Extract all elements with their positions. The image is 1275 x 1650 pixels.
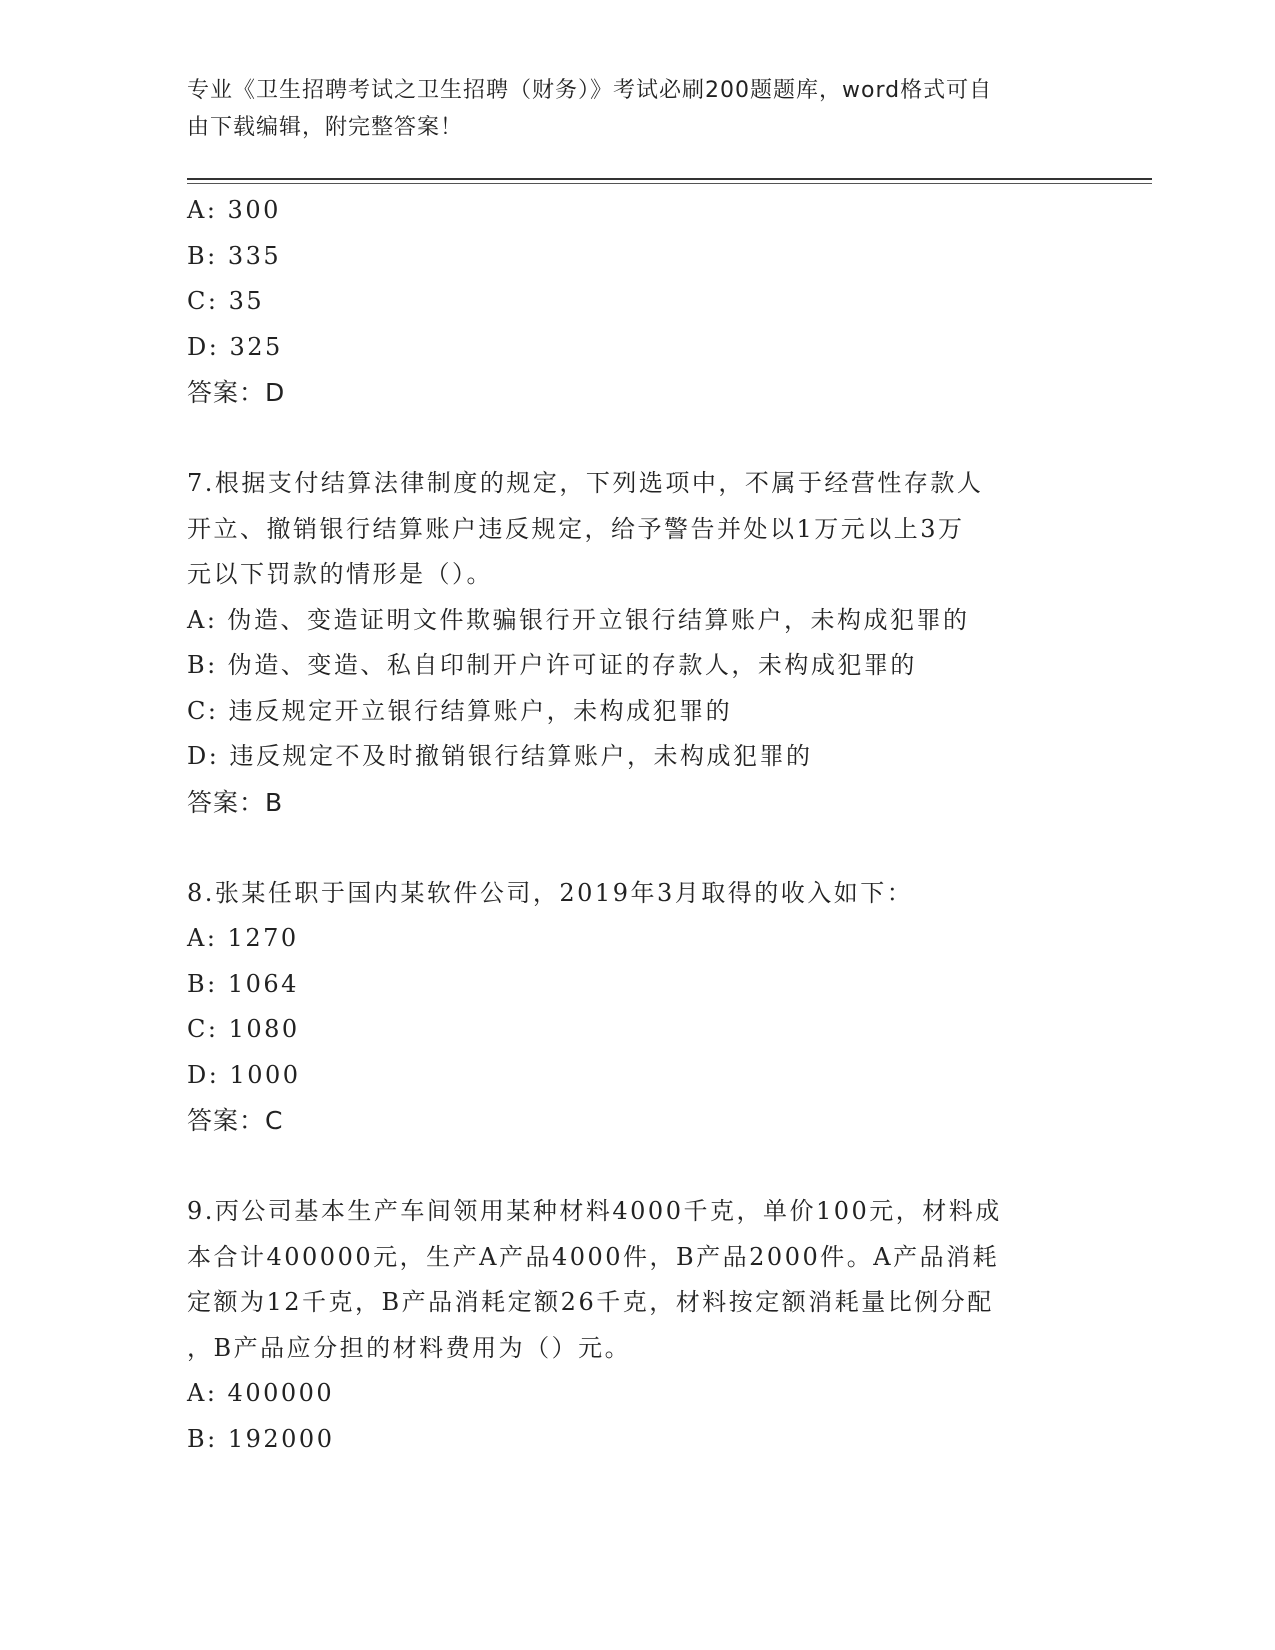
answer-label: 答案：B	[187, 787, 284, 817]
option-b: B: 335	[187, 241, 282, 270]
question-text-line: 开立、撤销银行结算账户违反规定，给予警告并处以1万元以上3万	[187, 514, 965, 543]
page-header	[187, 72, 1067, 146]
question-8	[187, 871, 1087, 1144]
option-b: B: 192000	[187, 1424, 335, 1453]
header-rule-thick	[187, 178, 1152, 180]
question-9	[187, 1189, 1087, 1462]
option-b: B: 1064	[187, 969, 299, 998]
option-d: D: 325	[187, 332, 283, 361]
question-text-line: 本合计400000元，生产A产品4000件，B产品2000件。A产品消耗	[187, 1242, 1000, 1271]
option-b: B: 伪造、变造、私自印制开户许可证的存款人，未构成犯罪的	[187, 651, 917, 679]
spacer	[187, 825, 1087, 871]
header-rule-thin	[187, 183, 1152, 184]
option-c: C: 1080	[187, 1015, 300, 1043]
option-a: A: 400000	[187, 1379, 335, 1407]
question-6	[187, 188, 1087, 416]
option-c: C: 35	[187, 287, 265, 315]
question-7	[187, 461, 1087, 825]
answer-label: 答案：D	[187, 378, 286, 407]
question-text-line: 7.根据支付结算法律制度的规定，下列选项中，不属于经营性存款人	[187, 469, 984, 497]
option-a: A: 300	[187, 196, 281, 224]
question-list	[187, 188, 1087, 1462]
option-d: D: 违反规定不及时撤销银行结算账户，未构成犯罪的	[187, 742, 813, 770]
question-text-line: 9.丙公司基本生产车间领用某种材料4000千克，单价100元，材料成	[187, 1197, 1002, 1225]
spacer	[187, 416, 1087, 462]
spacer	[187, 1144, 1087, 1190]
option-c: C: 违反规定开立银行结算账户，未构成犯罪的	[187, 696, 733, 725]
question-text-line: 定额为12千克，B产品消耗定额26千克，材料按定额消耗量比例分配	[187, 1288, 994, 1316]
answer-label: 答案：C	[187, 1106, 284, 1135]
header-line-2: 由下载编辑，附完整答案！	[187, 115, 464, 140]
question-text-line: 元以下罚款的情形是（）。	[187, 560, 493, 588]
question-text-line: ，B产品应分担的材料费用为（）元。	[187, 1333, 632, 1362]
header-line-1: 专业《卫生招聘考试之卫生招聘（财务）》考试必刷200题题库，word格式可自	[187, 78, 993, 103]
option-d: D: 1000	[187, 1060, 301, 1089]
question-text-line: 8.张某任职于国内某软件公司，2019年3月取得的收入如下：	[187, 878, 914, 907]
option-a: A: 伪造、变造证明文件欺骗银行开立银行结算账户，未构成犯罪的	[187, 605, 970, 634]
option-a: A: 1270	[187, 924, 299, 952]
